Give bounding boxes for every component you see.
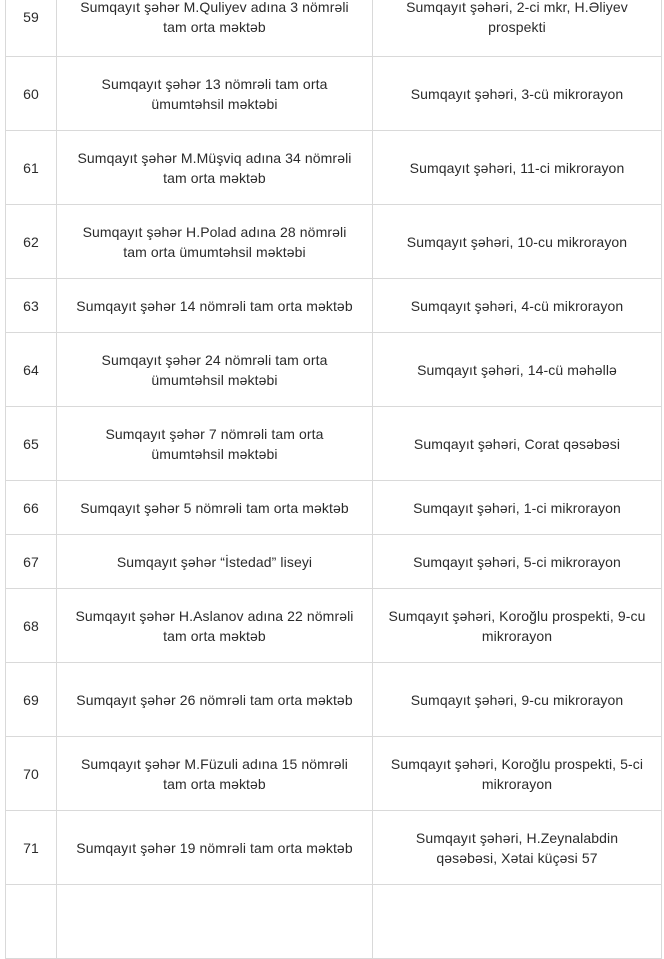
row-number: 71 — [6, 811, 57, 885]
table-row — [6, 407, 662, 481]
table-row — [6, 663, 662, 737]
school-name: Sumqayıt şəhər 14 nömrəli tam orta məktəb — [57, 279, 373, 333]
row-number: 64 — [6, 333, 57, 407]
school-address: Sumqayıt şəhəri, 3-cü mikrorayon — [373, 57, 662, 131]
row-number — [6, 885, 57, 959]
table-row — [6, 131, 662, 205]
table-row — [6, 737, 662, 811]
row-number: 59 — [6, 0, 57, 57]
school-name: Sumqayıt şəhər M.Müşviq adına 34 nömrəli tam orta məktəb — [57, 131, 373, 205]
row-number: 60 — [6, 57, 57, 131]
school-address — [373, 885, 662, 959]
school-name: Sumqayıt şəhər “İstedad” liseyi — [57, 535, 373, 589]
school-address: Sumqayıt şəhəri, Corat qəsəbəsi — [373, 407, 662, 481]
school-name: Sumqayıt şəhər M.Quliyev adına 3 nömrəli tam orta məktəb — [57, 0, 373, 57]
school-address: Sumqayıt şəhəri, 14-cü məhəllə — [373, 333, 662, 407]
school-name: Sumqayıt şəhər 7 nömrəli tam orta ümumtəhsil məktəbi — [57, 407, 373, 481]
school-address: Sumqayıt şəhəri, 5-ci mikrorayon — [373, 535, 662, 589]
school-name: Sumqayıt şəhər 19 nömrəli tam orta məktəb — [57, 811, 373, 885]
school-name: Sumqayıt şəhər 13 nömrəli tam orta ümumtəhsil məktəbi — [57, 57, 373, 131]
row-number: 69 — [6, 663, 57, 737]
row-number: 67 — [6, 535, 57, 589]
table-row — [6, 535, 662, 589]
school-address: Sumqayıt şəhəri, Koroğlu prospekti, 9-cu mikrorayon — [373, 589, 662, 663]
table-row — [6, 481, 662, 535]
table-row — [6, 589, 662, 663]
table-row — [6, 0, 662, 57]
school-name: Sumqayıt şəhər H.Aslanov adına 22 nömrəli tam orta məktəb — [57, 589, 373, 663]
school-address: Sumqayıt şəhəri, 2-ci mkr, H.Əliyev prospekti — [373, 0, 662, 57]
row-number: 70 — [6, 737, 57, 811]
school-address: Sumqayıt şəhəri, 10-cu mikrorayon — [373, 205, 662, 279]
school-address: Sumqayıt şəhəri, 1-ci mikrorayon — [373, 481, 662, 535]
row-number: 61 — [6, 131, 57, 205]
row-number: 62 — [6, 205, 57, 279]
row-number: 65 — [6, 407, 57, 481]
table-row — [6, 811, 662, 885]
table-row — [6, 885, 662, 959]
school-name: Sumqayıt şəhər H.Polad adına 28 nömrəli tam orta ümumtəhsil məktəbi — [57, 205, 373, 279]
school-name: Sumqayıt şəhər 26 nömrəli tam orta məktəb — [57, 663, 373, 737]
school-name — [57, 885, 373, 959]
table-row — [6, 57, 662, 131]
row-number: 66 — [6, 481, 57, 535]
row-number: 63 — [6, 279, 57, 333]
school-address: Sumqayıt şəhəri, Koroğlu prospekti, 5-ci mikrorayon — [373, 737, 662, 811]
table-row — [6, 205, 662, 279]
table-row — [6, 333, 662, 407]
school-name: Sumqayıt şəhər 5 nömrəli tam orta məktəb — [57, 481, 373, 535]
school-address: Sumqayıt şəhəri, H.Zeynalabdin qəsəbəsi, Xətai küçəsi 57 — [373, 811, 662, 885]
school-name: Sumqayıt şəhər M.Füzuli adına 15 nömrəli tam orta məktəb — [57, 737, 373, 811]
table-row — [6, 279, 662, 333]
school-address: Sumqayıt şəhəri, 9-cu mikrorayon — [373, 663, 662, 737]
school-name: Sumqayıt şəhər 24 nömrəli tam orta ümumtəhsil məktəbi — [57, 333, 373, 407]
schools-table — [5, 0, 662, 959]
school-address: Sumqayıt şəhəri, 4-cü mikrorayon — [373, 279, 662, 333]
row-number: 68 — [6, 589, 57, 663]
school-address: Sumqayıt şəhəri, 11-ci mikrorayon — [373, 131, 662, 205]
